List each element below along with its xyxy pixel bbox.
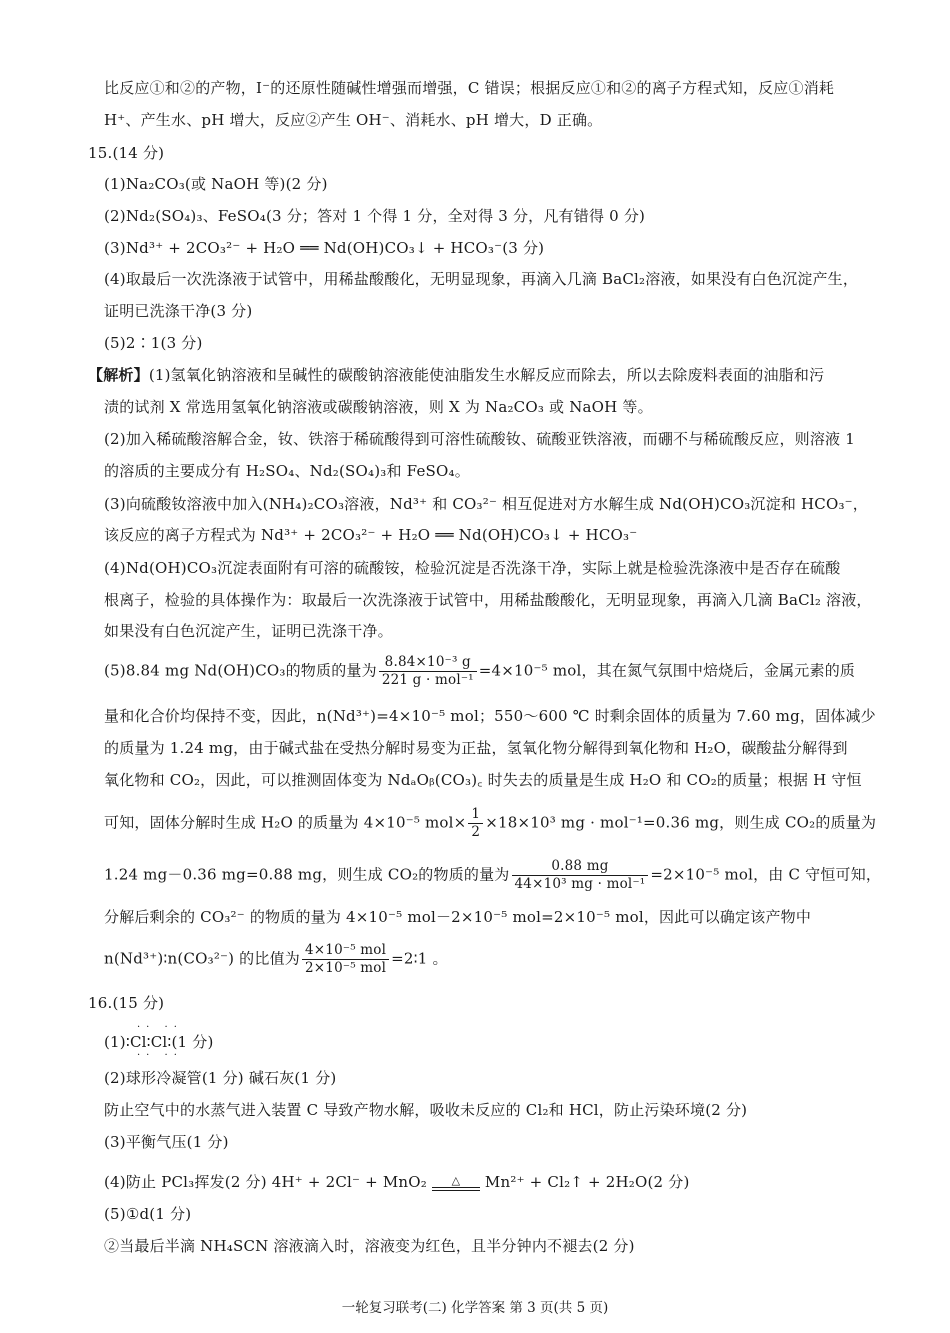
text-line: 的溶质的主要成分有 H₂SO₄、Nd₂(SO₄)₃和 FeSO₄。 xyxy=(104,462,470,480)
analysis-paragraph-1: 【解析】(1)氢氧化钠溶液和呈碱性的碳酸钠溶液能使油脂发生水解反应而除去，所以去除废料表面的油脂和污 xyxy=(88,366,825,384)
page-footer: 一轮复习联考(二) 化学答案 第 3 页(共 5 页) xyxy=(341,1300,609,1316)
fraction: $\frac{0.88 mg}{\text{44×10³ mg · mol⁻¹}}$ xyxy=(512,858,649,893)
question-15-header: 15.(14 分) xyxy=(88,144,165,162)
fraction: $\frac{\text{4×10⁻⁵ mol}}{\text{2×10⁻⁵ mol}}$ xyxy=(302,942,389,977)
answer-16-2: (2)球形冷凝管(1 分) 碱石灰(1 分) xyxy=(104,1069,337,1087)
text-line: 比反应①和②的产物，I⁻的还原性随碱性增强而增强，C 错误；根据反应①和②的离子方程式知，反应①消耗 xyxy=(104,79,835,97)
answer-15-2: (2)Nd₂(SO₄)₃、FeSO₄(3 分；答对 1 个得 1 分，全对得 3 分，凡有错得 0 分) xyxy=(104,207,646,225)
fraction: $\frac{\text{8.84×10⁻³ g}}{\text{221 g · mol⁻¹}}$ xyxy=(379,654,477,689)
answer-15-1: (1)Na₂CO₃(或 NaOH 等)(2 分) xyxy=(104,175,328,193)
text-line: 量和化合价均保持不变，因此，n(Nd³⁺)=4×10⁻⁵ mol；550～600 ℃ 时剩余固体的质量为 7.60 mg，固体减少 xyxy=(104,707,876,725)
fraction: $\frac{1}{2}$ xyxy=(468,806,483,841)
answer-16-5: (5)①d(1 分) xyxy=(104,1205,192,1223)
lewis-dots-top: ·· ·· xyxy=(137,1022,183,1033)
text-line: 如果没有白色沉淀产生，证明已洗涤干净。 xyxy=(104,622,393,640)
lewis-dots-bottom: ·· ·· xyxy=(137,1050,183,1061)
text-line: 该反应的离子方程式为 Nd³⁺ + 2CO₃²⁻ + H₂O ══ Nd(OH)CO₃↓ + HCO₃⁻ xyxy=(104,526,638,544)
formula-line: 1.24 mg－0.36 mg=0.88 mg，则生成 CO₂的物质的量为 $\frac{0.88 mg}{\text{44×10³ mg · mol⁻¹}}$ =2×10⁻⁵ mol，由 C 守恒可知， xyxy=(104,858,882,892)
answer-15-4: (4)取最后一次洗涤液于试管中，用稀盐酸酸化，无明显现象，再滴入几滴 BaCl₂溶液，如果没有白色沉淀产生， xyxy=(104,270,859,288)
formula-line: (5)8.84 mg Nd(OH)CO₃的物质的量为 $\frac{\text{8.84×10⁻³ g}}{\text{221 g · mol⁻¹}}$ =4×10⁻⁵ mol，其在氮气氛围中焙烧后，金属元素的质 xyxy=(104,654,856,688)
text-line: 渍的试剂 X 常选用氢氧化钠溶液或碳酸钠溶液，则 X 为 Na₂CO₃ 或 NaOH 等。 xyxy=(104,398,653,416)
answer-16-1: (1)∶Cl∶Cl∶(1 分) xyxy=(104,1033,214,1051)
text-line: 氧化物和 CO₂，因此，可以推测固体变为 NdₐOᵦ(CO₃)꜀ 时失去的质量是生成 H₂O 和 CO₂的质量；根据 H 守恒 xyxy=(104,771,862,789)
text-line: (2)加入稀硫酸溶解合金，钕、铁溶于稀硫酸得到可溶性硫酸钕、硫酸亚铁溶液，而硼不与稀硫酸反应，则溶液 1 xyxy=(104,430,855,448)
answer-16-5-cont: ②当最后半滴 NH₄SCN 溶液滴入时，溶液变为红色，且半分钟内不褪去(2 分) xyxy=(104,1237,635,1255)
heat-triangle-icon: △ xyxy=(451,1174,461,1187)
equals-arrow xyxy=(432,1187,480,1191)
answer-16-4: (4)防止 PCl₃挥发(2 分) 4H⁺ + 2Cl⁻ + MnO₂ △ Mn²⁺ + Cl₂↑ + 2H₂O(2 分) xyxy=(104,1173,690,1191)
answer-15-3: (3)Nd³⁺ + 2CO₃²⁻ + H₂O ══ Nd(OH)CO₃↓ + HCO₃⁻(3 分) xyxy=(104,239,545,257)
text-line: 根离子，检验的具体操作为：取最后一次洗涤液于试管中，用稀盐酸酸化，无明显现象，再滴入几滴 BaCl₂ 溶液， xyxy=(104,591,872,609)
text-line: H⁺、产生水、pH 增大，反应②产生 OH⁻、消耗水、pH 增大，D 正确。 xyxy=(104,111,603,129)
answer-16-3: (3)平衡气压(1 分) xyxy=(104,1133,229,1151)
analysis-tag: 【解析】 xyxy=(88,366,149,384)
answer-15-4-cont: 证明已洗涤干净(3 分) xyxy=(104,302,253,320)
text-line: (4)Nd(OH)CO₃沉淀表面附有可溶的硫酸铵，检验沉淀是否洗涤干净，实际上就是检验洗涤液中是否存在硫酸 xyxy=(104,559,841,577)
text-line: 的质量为 1.24 mg，由于碱式盐在受热分解时易变为正盐，氢氧化物分解得到氧化物和 H₂O，碳酸盐分解得到 xyxy=(104,739,848,757)
text-line: (3)向硫酸钕溶液中加入(NH₄)₂CO₃溶液，Nd³⁺ 和 CO₃²⁻ 相互促进对方水解生成 Nd(OH)CO₃沉淀和 HCO₃⁻， xyxy=(104,495,868,513)
reaction-condition xyxy=(432,1175,480,1191)
answer-16-2-cont: 防止空气中的水蒸气进入装置 C 导致产物水解，吸收未反应的 Cl₂和 HCl，防止污染环境(2 分) xyxy=(104,1101,748,1119)
question-16-header: 16.(15 分) xyxy=(88,994,165,1012)
formula-line: n(Nd³⁺)∶n(CO₃²⁻) 的比值为 $\frac{\text{4×10⁻⁵ mol}}{\text{2×10⁻⁵ mol}}$ =2∶1 。 xyxy=(104,942,448,976)
answer-15-5: (5)2∶1(3 分) xyxy=(104,334,203,352)
text-line: 分解后剩余的 CO₃²⁻ 的物质的量为 4×10⁻⁵ mol－2×10⁻⁵ mol=2×10⁻⁵ mol，因此可以确定该产物中 xyxy=(104,908,812,926)
formula-line: 可知，固体分解时生成 H₂O 的质量为 4×10⁻⁵ mol× $\frac{1}{2}$ ×18×10³ mg · mol⁻¹=0.36 mg，则生成 CO₂的质量为 xyxy=(104,806,877,840)
